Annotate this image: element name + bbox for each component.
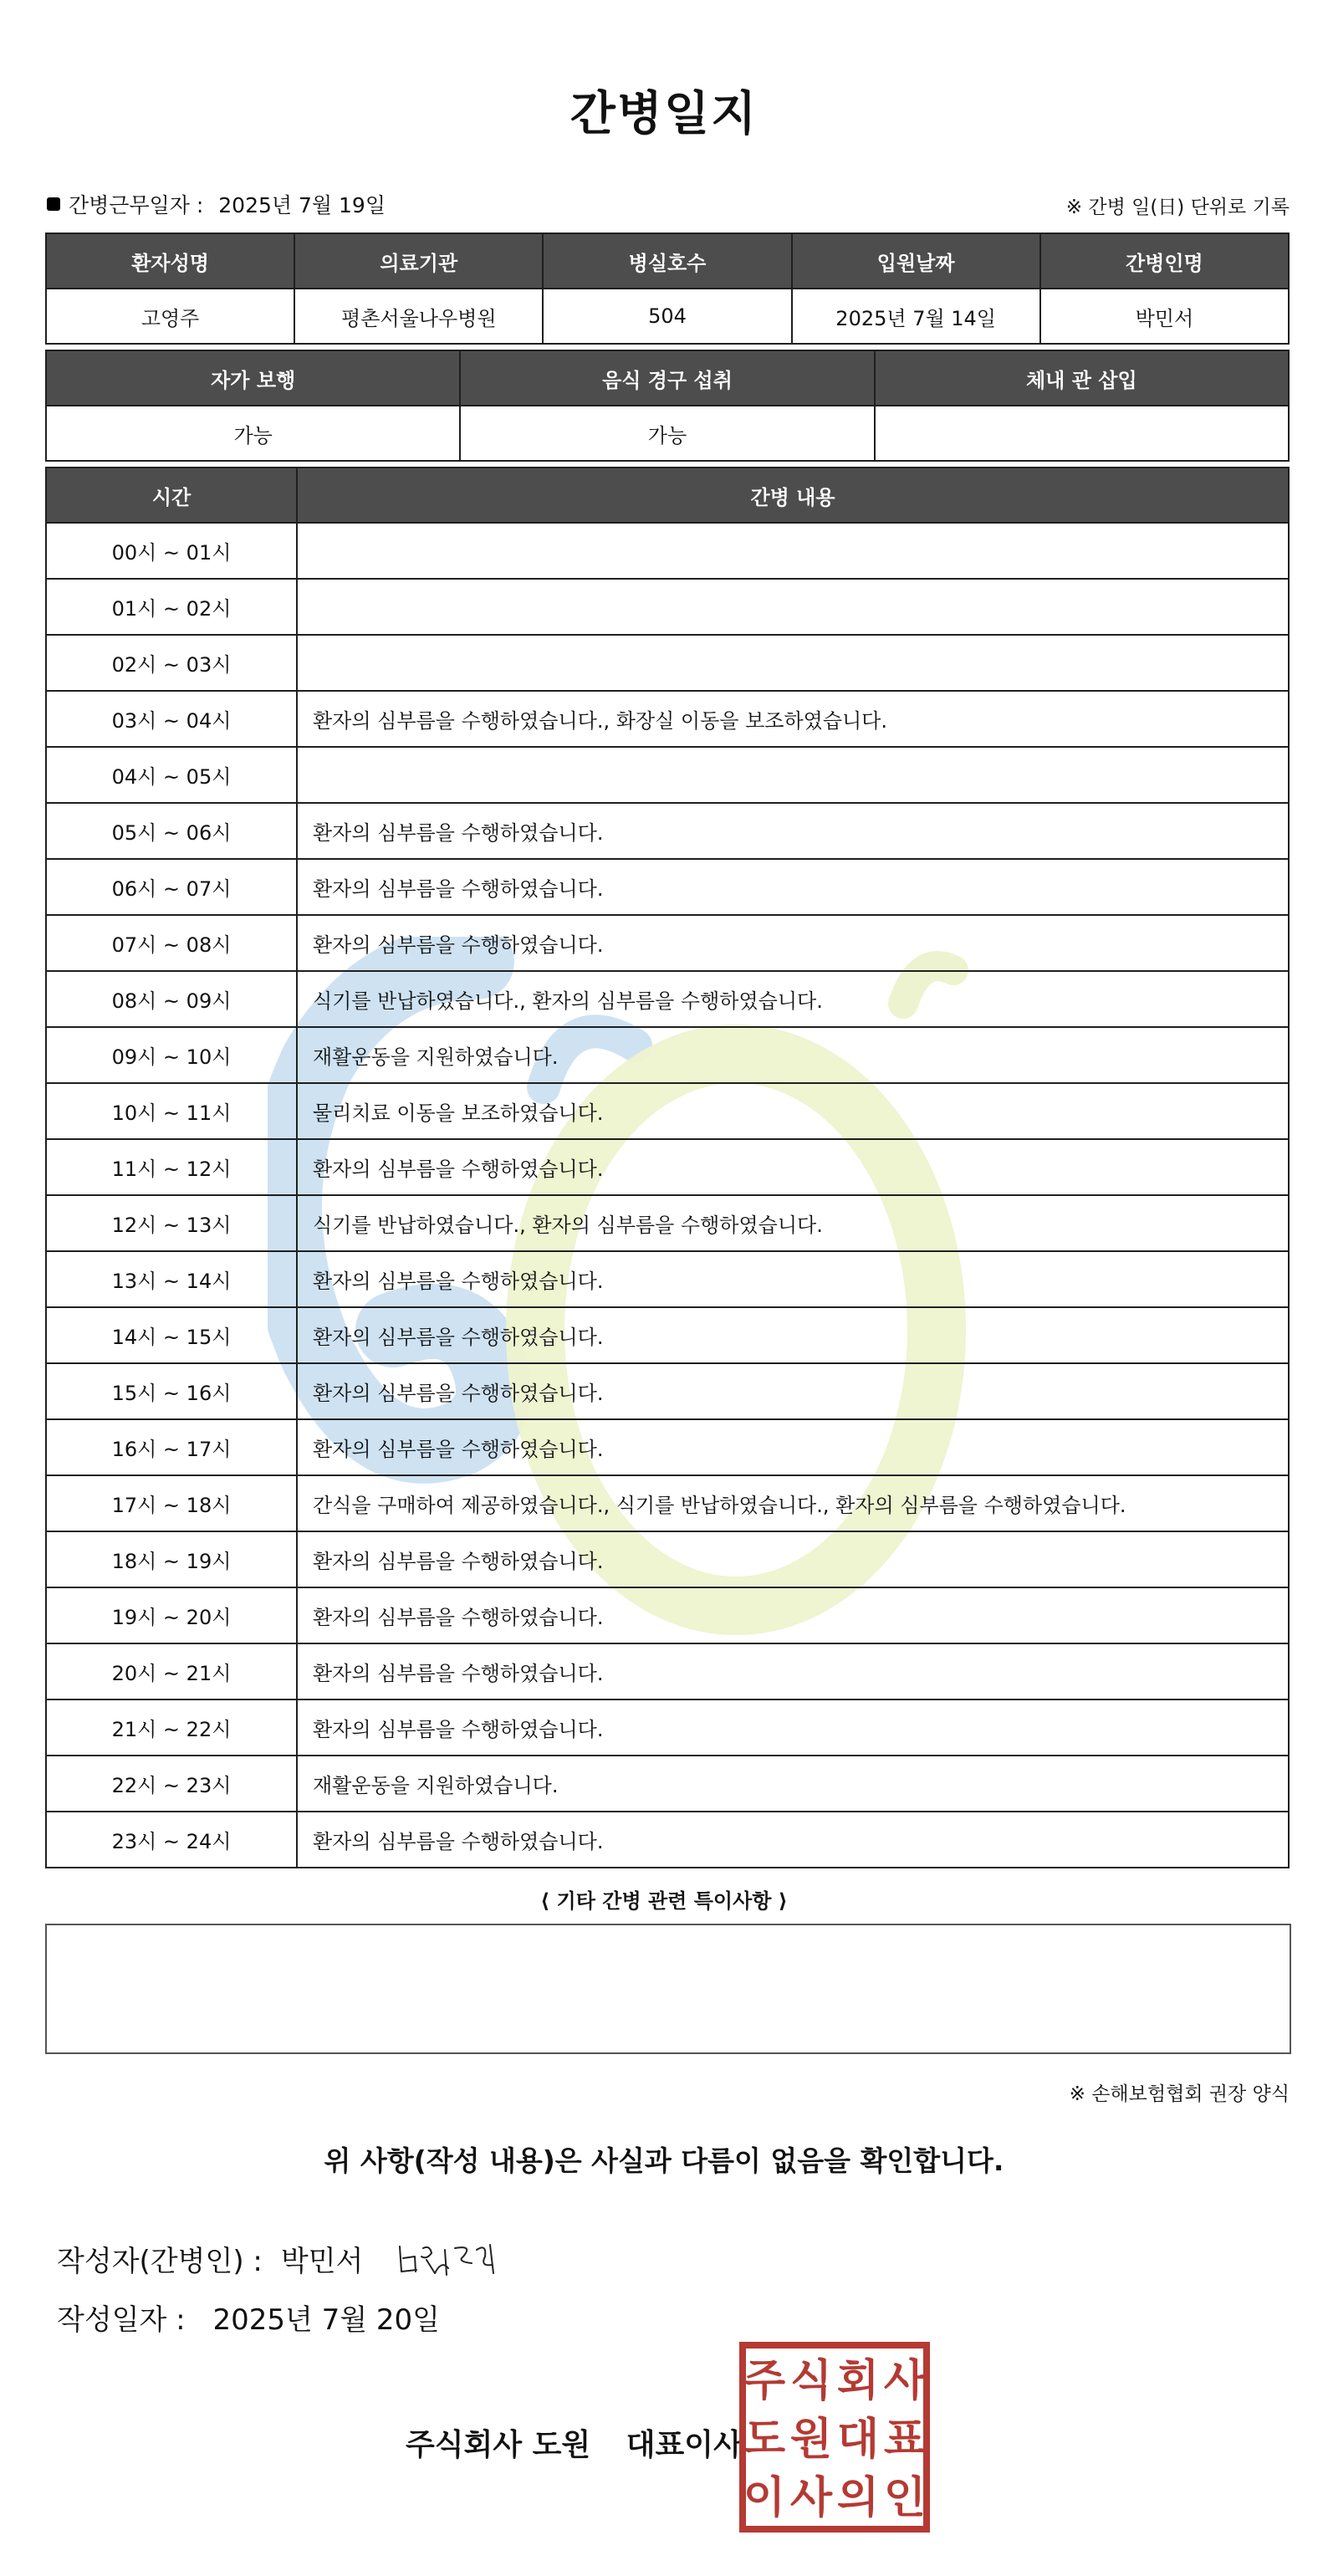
written-date xyxy=(57,2297,440,2338)
seal-character: 원 xyxy=(789,2415,833,2465)
log-time-cell: 23시 ~ 24시 xyxy=(46,1812,297,1868)
header-time: 시간 xyxy=(46,468,297,523)
work-date-label: 간병근무일자 : xyxy=(69,193,204,217)
writer-line xyxy=(57,2231,518,2285)
log-time-cell: 21시 ~ 22시 xyxy=(46,1699,297,1756)
table-row xyxy=(46,747,1289,803)
log-content-cell xyxy=(297,635,1289,691)
seal-character: 이 xyxy=(743,2473,786,2523)
care-log-table xyxy=(45,467,1290,1868)
log-table-body xyxy=(46,523,1289,1868)
table-row xyxy=(46,1699,1289,1756)
log-content-cell: 환자의 심부름을 수행하였습니다., 화장실 이동을 보조하였습니다. xyxy=(297,691,1289,747)
log-content-cell: 간식을 구매하여 제공하였습니다., 식기를 반납하였습니다., 환자의 심부름을 수행하였습니다. xyxy=(297,1475,1289,1531)
patient-table-value-row xyxy=(46,289,1289,344)
log-content-cell: 환자의 심부름을 수행하였습니다. xyxy=(297,1587,1289,1643)
seal-character: 식 xyxy=(789,2356,833,2406)
seal-character: 사 xyxy=(883,2356,927,2406)
written-date-label: 작성일자 : xyxy=(57,2303,186,2337)
seal-character: 표 xyxy=(883,2415,927,2465)
log-content-cell: 환자의 심부름을 수행하였습니다. xyxy=(297,915,1289,971)
header-patient-name: 환자성명 xyxy=(46,233,294,289)
seal-character: 회 xyxy=(836,2356,880,2406)
header-oral-intake: 음식 경구 섭취 xyxy=(460,350,874,406)
writer-label: 작성자(간병인) : xyxy=(57,2244,263,2278)
record-unit-note: ※ 간병 일(日) 단위로 기록 xyxy=(1065,197,1290,218)
seal-character: 인 xyxy=(883,2473,927,2523)
log-time-cell: 15시 ~ 16시 xyxy=(46,1363,297,1419)
header-self-walking: 자가 보행 xyxy=(46,350,460,406)
signature-image xyxy=(393,2231,518,2285)
writer-name: 박민서 xyxy=(280,2244,364,2278)
company-role: 대표이사 xyxy=(626,2428,743,2462)
table-row xyxy=(46,523,1289,579)
admission-date: 2025년 7월 14일 xyxy=(792,289,1040,344)
header-admission-date: 입원날짜 xyxy=(792,233,1040,289)
log-content-cell xyxy=(297,523,1289,579)
patient-name: 고영주 xyxy=(46,289,294,344)
table-row xyxy=(46,1195,1289,1251)
table-row xyxy=(46,1083,1289,1139)
log-time-cell: 13시 ~ 14시 xyxy=(46,1251,297,1307)
document-title: 간병일지 xyxy=(570,87,758,141)
log-time-cell: 11시 ~ 12시 xyxy=(46,1139,297,1195)
table-row xyxy=(46,971,1289,1027)
log-time-cell: 04시 ~ 05시 xyxy=(46,747,297,803)
log-time-cell: 14시 ~ 15시 xyxy=(46,1307,297,1363)
log-time-cell: 20시 ~ 21시 xyxy=(46,1643,297,1699)
log-content-cell: 환자의 심부름을 수행하였습니다. xyxy=(297,1812,1289,1868)
table-row xyxy=(46,691,1289,747)
log-content-cell: 재활운동을 지원하였습니다. xyxy=(297,1756,1289,1812)
log-time-cell: 01시 ~ 02시 xyxy=(46,579,297,635)
table-row xyxy=(46,1363,1289,1419)
log-content-cell: 환자의 심부름을 수행하였습니다. xyxy=(297,1307,1289,1363)
log-content-cell: 식기를 반납하였습니다., 환자의 심부름을 수행하였습니다. xyxy=(297,971,1289,1027)
log-content-cell: 환자의 심부름을 수행하였습니다. xyxy=(297,1139,1289,1195)
log-time-cell: 18시 ~ 19시 xyxy=(46,1531,297,1587)
table-row xyxy=(46,579,1289,635)
log-content-cell xyxy=(297,579,1289,635)
log-time-cell: 12시 ~ 13시 xyxy=(46,1195,297,1251)
log-content-cell: 환자의 심부름을 수행하였습니다. xyxy=(297,859,1289,915)
tube-insertion-value xyxy=(875,406,1289,461)
log-time-cell: 05시 ~ 06시 xyxy=(46,803,297,859)
log-content-cell: 환자의 심부름을 수행하였습니다. xyxy=(297,1363,1289,1419)
written-date-value: 2025년 7월 20일 xyxy=(212,2303,441,2337)
caregiver-name: 박민서 xyxy=(1040,289,1289,344)
table-row xyxy=(46,803,1289,859)
log-time-cell: 02시 ~ 03시 xyxy=(46,635,297,691)
log-time-cell: 08시 ~ 09시 xyxy=(46,971,297,1027)
table-row xyxy=(46,1812,1289,1868)
table-row xyxy=(46,1756,1289,1812)
log-time-cell: 16시 ~ 17시 xyxy=(46,1419,297,1475)
log-content-cell: 환자의 심부름을 수행하였습니다. xyxy=(297,1531,1289,1587)
notes-box xyxy=(45,1924,1291,2054)
oral-intake-value: 가능 xyxy=(460,406,874,461)
seal-character: 주 xyxy=(743,2356,786,2406)
square-bullet-icon xyxy=(47,197,60,211)
table-row xyxy=(46,1419,1289,1475)
table-row xyxy=(46,859,1289,915)
table-row xyxy=(46,1027,1289,1083)
table-row xyxy=(46,1307,1289,1363)
header-hospital: 의료기관 xyxy=(294,233,543,289)
seal-character: 의 xyxy=(836,2473,880,2523)
table-row xyxy=(46,1139,1289,1195)
log-content-cell: 재활운동을 지원하였습니다. xyxy=(297,1027,1289,1083)
log-content-cell: 환자의 심부름을 수행하였습니다. xyxy=(297,803,1289,859)
table-row xyxy=(46,1587,1289,1643)
company-name: 주식회사 도원 xyxy=(406,2428,591,2462)
log-content-cell xyxy=(297,747,1289,803)
seal-character: 대 xyxy=(836,2415,880,2465)
log-table-header-row xyxy=(46,468,1289,523)
log-time-cell: 19시 ~ 20시 xyxy=(46,1587,297,1643)
table-row xyxy=(46,1251,1289,1307)
log-time-cell: 00시 ~ 01시 xyxy=(46,523,297,579)
seal-character: 사 xyxy=(789,2473,833,2523)
table-row xyxy=(46,1643,1289,1699)
patient-status-table xyxy=(45,350,1290,462)
notes-label: ⟨ 기타 간병 관련 특이사항 ⟩ xyxy=(540,1889,788,1913)
log-time-cell: 17시 ~ 18시 xyxy=(46,1475,297,1531)
log-content-cell: 환자의 심부름을 수행하였습니다. xyxy=(297,1419,1289,1475)
company-seal-stamp xyxy=(739,2342,930,2533)
log-content-cell: 식기를 반납하였습니다., 환자의 심부름을 수행하였습니다. xyxy=(297,1195,1289,1251)
self-walking-value: 가능 xyxy=(46,406,460,461)
log-time-cell: 22시 ~ 23시 xyxy=(46,1756,297,1812)
company-signoff xyxy=(406,2421,743,2464)
table-row xyxy=(46,915,1289,971)
table-row xyxy=(46,635,1289,691)
confirmation-statement: 위 사항(작성 내용)은 사실과 다름이 없음을 확인합니다. xyxy=(324,2144,1004,2177)
log-time-cell: 10시 ~ 11시 xyxy=(46,1083,297,1139)
status-table-value-row xyxy=(46,406,1289,461)
log-content-cell: 환자의 심부름을 수행하였습니다. xyxy=(297,1251,1289,1307)
log-content-cell: 물리치료 이동을 보조하였습니다. xyxy=(297,1083,1289,1139)
work-date xyxy=(47,189,386,219)
work-date-value: 2025년 7월 19일 xyxy=(218,193,386,217)
patient-info-table xyxy=(45,233,1290,345)
seal-character: 도 xyxy=(743,2415,786,2465)
header-care-content: 간병 내용 xyxy=(297,468,1289,523)
table-row xyxy=(46,1475,1289,1531)
header-tube-insertion: 체내 관 삽입 xyxy=(875,350,1289,406)
log-time-cell: 07시 ~ 08시 xyxy=(46,915,297,971)
form-source-note: ※ 손해보험협회 권장 양식 xyxy=(1069,2083,1290,2105)
log-time-cell: 06시 ~ 07시 xyxy=(46,859,297,915)
patient-table-header-row xyxy=(46,233,1289,289)
log-time-cell: 09시 ~ 10시 xyxy=(46,1027,297,1083)
header-caregiver: 간병인명 xyxy=(1040,233,1289,289)
log-time-cell: 03시 ~ 04시 xyxy=(46,691,297,747)
log-content-cell: 환자의 심부름을 수행하였습니다. xyxy=(297,1699,1289,1756)
table-row xyxy=(46,1531,1289,1587)
header-room: 병실호수 xyxy=(543,233,791,289)
status-table-header-row xyxy=(46,350,1289,406)
hospital-name: 평촌서울나우병원 xyxy=(294,289,543,344)
room-number: 504 xyxy=(543,289,791,344)
log-content-cell: 환자의 심부름을 수행하였습니다. xyxy=(297,1643,1289,1699)
